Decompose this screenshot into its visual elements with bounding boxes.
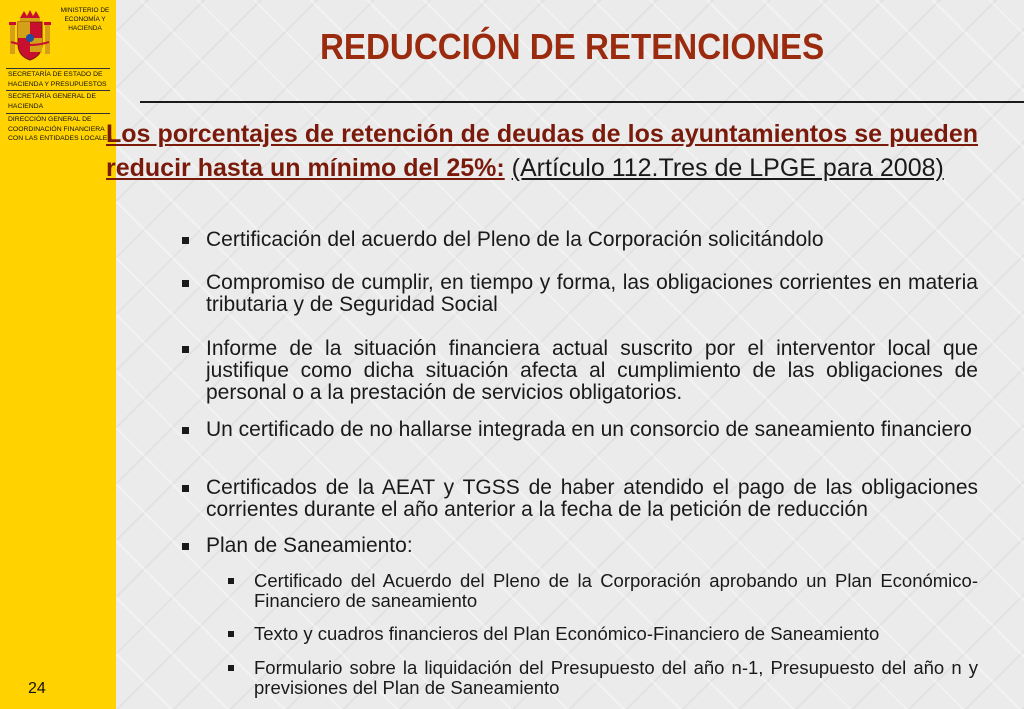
bullet-marker xyxy=(182,427,189,434)
logo-area xyxy=(0,0,116,70)
unit-secretaria-general: SECRETARÍA GENERAL DE HACIENDA xyxy=(8,93,97,110)
list-item: Compromiso de cumplir, en tiempo y forma, las obligaciones corrientes en materia tributaria y de Seguridad Social xyxy=(206,271,978,316)
sub-bullet-marker xyxy=(228,665,234,671)
list-item: Un certificado de no hallarse integrada en un consorcio de saneamiento financiero xyxy=(206,418,972,441)
list-item: Certificación del acuerdo del Pleno de la Corporación solicitándolo xyxy=(206,228,824,251)
sub-bullet-marker xyxy=(228,631,234,637)
sub-bullet-marker xyxy=(228,578,234,584)
slide-title: REDUCCIÓN DE RETENCIONES xyxy=(320,26,825,67)
sidebar xyxy=(0,0,116,709)
bullet-marker xyxy=(182,346,189,353)
unit-direccion-general: DIRECCIÓN GENERAL DE COORDINACIÓN FINANCIERA CON LAS ENTIDADES LOCALES xyxy=(8,116,112,142)
sidebar-divider xyxy=(6,113,110,114)
bullet-marker xyxy=(182,280,189,287)
intro-paragraph xyxy=(106,117,978,185)
sub-list-item: Formulario sobre la liquidación del Presupuesto del año n-1, Presupuesto del año n y previsiones del Plan de Saneamiento xyxy=(254,657,978,698)
bullet-marker xyxy=(182,543,189,550)
sidebar-divider xyxy=(6,90,110,91)
bullet-marker xyxy=(182,237,189,244)
list-item: Informe de la situación financiera actual suscrito por el interventor local que justifique como dicha situación afecta al cumplimiento de las obligaciones de personal o a la prestación de servicios obligatorios. xyxy=(206,337,978,404)
list-item: Certificados de la AEAT y TGSS de haber atendido el pago de las obligaciones corrientes durante el año anterior a la fecha de la petición de reducción xyxy=(206,476,978,521)
intro-emphasis: Los porcentajes de retención de deudas de los ayuntamientos se pueden reducir hasta un mínimo del 25%: xyxy=(106,120,978,182)
coat-of-arms-icon xyxy=(8,8,52,62)
page-number: 24 xyxy=(28,680,46,697)
list-item: Plan de Saneamiento: xyxy=(206,534,413,557)
sidebar-divider xyxy=(6,68,110,69)
unit-secretaria-estado: SECRETARÍA DE ESTADO DE HACIENDA Y PRESUPUESTOS xyxy=(8,71,107,88)
bullet-marker xyxy=(182,485,189,492)
ministry-name: MINISTERIO DE ECONOMÍA Y HACIENDA xyxy=(60,7,110,32)
intro-reference: (Artículo 112.Tres de LPGE para 2008) xyxy=(511,154,944,182)
title-rule xyxy=(140,101,1024,103)
sub-list-item: Texto y cuadros financieros del Plan Económico-Financiero de Saneamiento xyxy=(254,623,880,644)
sub-list-item: Certificado del Acuerdo del Pleno de la Corporación aprobando un Plan Económico-Financiero de saneamiento xyxy=(254,570,978,611)
